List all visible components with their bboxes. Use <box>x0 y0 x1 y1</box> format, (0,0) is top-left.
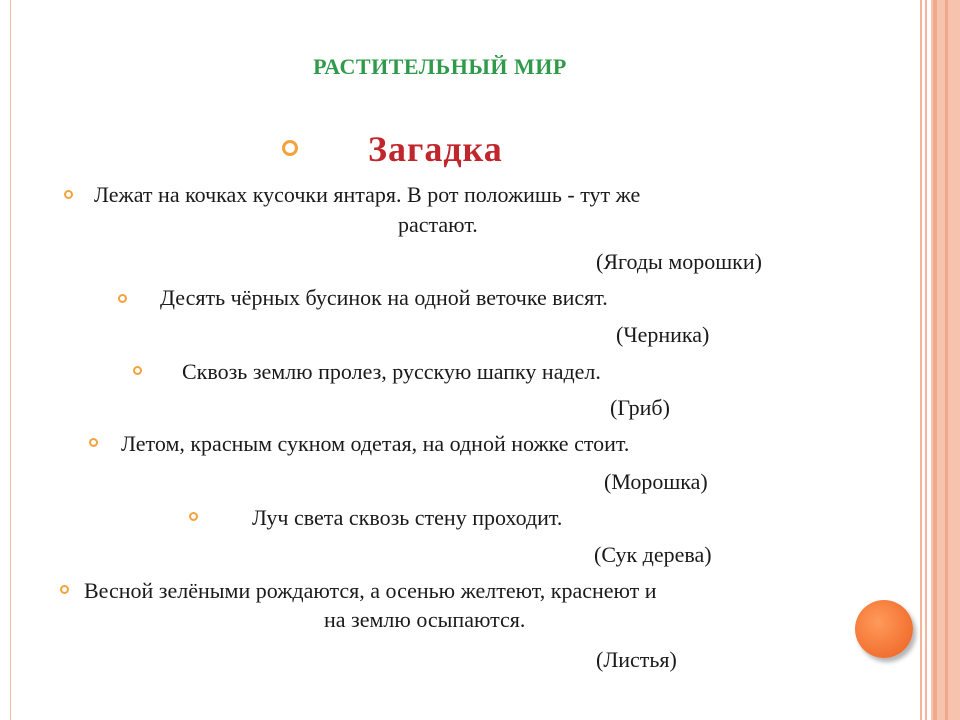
riddle-text: Лежат на кочках кусочки янтаря. В рот положишь - тут же <box>94 182 641 207</box>
decor-stripe <box>920 0 922 720</box>
slide-heading: Загадка <box>368 129 503 169</box>
riddle-answer: (Гриб) <box>610 395 670 420</box>
riddle-answer: (Листья) <box>596 647 677 672</box>
riddle-text: Десять чёрных бусинок на одной веточке висят. <box>160 285 608 310</box>
riddle-text: Сквозь землю пролез, русскую шапку надел. <box>182 359 601 384</box>
riddle-text: Весной зелёными рождаются, а осенью желтеют, краснеют и <box>84 578 657 603</box>
decorative-orb-icon <box>855 600 913 658</box>
riddle-text-cont: на землю осыпаются. <box>324 607 526 632</box>
riddle-answer: (Черника) <box>616 322 710 347</box>
riddle-text: Летом, красным сукном одетая, на одной ножке стоит. <box>121 431 630 456</box>
riddle-answer: (Морошка) <box>604 469 708 494</box>
bullet-icon <box>60 585 69 594</box>
heading-bullet-icon <box>282 140 298 156</box>
riddle-answer: (Ягоды морошки) <box>596 249 762 274</box>
riddle-answer: (Сук дерева) <box>594 542 712 567</box>
bullet-icon <box>118 294 127 303</box>
riddle-text-cont: растают. <box>398 212 478 237</box>
slide-title: РАСТИТЕЛЬНЫЙ МИР <box>313 54 567 79</box>
left-frame-line <box>10 0 11 720</box>
bullet-icon <box>133 366 142 375</box>
decor-stripe <box>945 0 948 720</box>
bullet-icon <box>89 438 98 447</box>
decor-stripe <box>925 0 927 720</box>
bullet-icon <box>189 512 198 521</box>
decor-stripe <box>933 0 937 720</box>
bullet-icon <box>64 190 73 199</box>
riddle-text: Луч света сквозь стену проходит. <box>252 505 563 530</box>
